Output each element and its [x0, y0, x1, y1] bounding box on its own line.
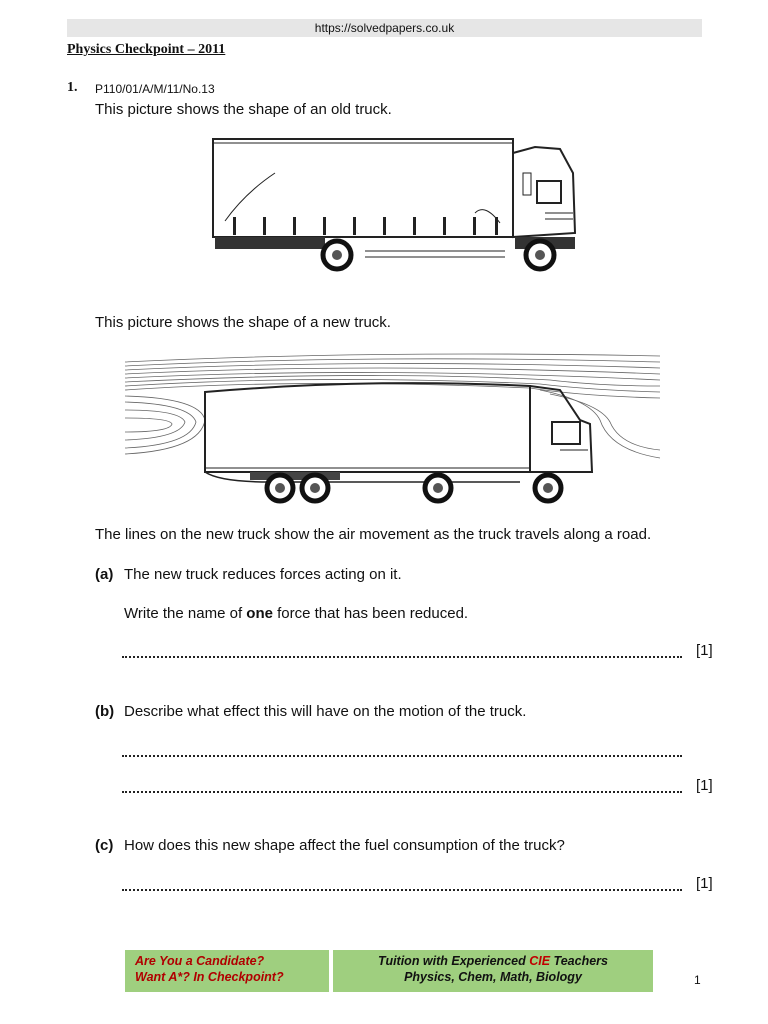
tuition-banner[interactable]	[333, 950, 653, 992]
candidate-banner[interactable]	[125, 950, 329, 992]
page-number: 1	[694, 973, 701, 987]
banner-line-1: Are You a Candidate?	[135, 954, 265, 968]
part-b-label: (b)	[95, 703, 115, 720]
document-title: Physics Checkpoint – 2011	[67, 42, 226, 57]
new-truck-caption: This picture shows the shape of a new truck.	[95, 314, 391, 331]
part-c-mark: [1]	[696, 875, 713, 892]
source-url: https://solvedpapers.co.uk	[67, 19, 702, 37]
old-truck-caption: This picture shows the shape of an old truck.	[95, 101, 392, 118]
part-a-label: (a)	[95, 566, 114, 583]
part-a-question: The new truck reduces forces acting on it.	[124, 566, 402, 583]
tuition-line-2: Physics, Chem, Math, Biology	[404, 970, 582, 984]
answer-line-a[interactable]	[122, 656, 682, 658]
question-reference: P110/01/A/M/11/No.13	[95, 82, 215, 96]
banner-line-2: Want A*? In Checkpoint?	[135, 970, 284, 984]
question-number: 1.	[67, 80, 78, 95]
tuition-line-1: Tuition with Experienced CIE Teachers	[378, 954, 608, 968]
airflow-description: The lines on the new truck show the air movement as the truck travels along a road.	[95, 526, 652, 543]
answer-line-b2[interactable]	[122, 791, 682, 793]
answer-line-b1[interactable]	[122, 755, 682, 757]
part-b-question: Describe what effect this will have on the motion of the truck.	[124, 703, 527, 720]
part-b-mark: [1]	[696, 777, 713, 794]
part-c-label: (c)	[95, 837, 114, 854]
old-truck-icon	[205, 133, 585, 275]
part-a-mark: [1]	[696, 642, 713, 659]
new-truck-icon	[120, 350, 665, 510]
answer-line-c[interactable]	[122, 889, 682, 891]
part-c-question: How does this new shape affect the fuel consumption of the truck?	[124, 837, 565, 854]
part-a-instruction: Write the name of one force that has been reduced.	[124, 605, 469, 622]
